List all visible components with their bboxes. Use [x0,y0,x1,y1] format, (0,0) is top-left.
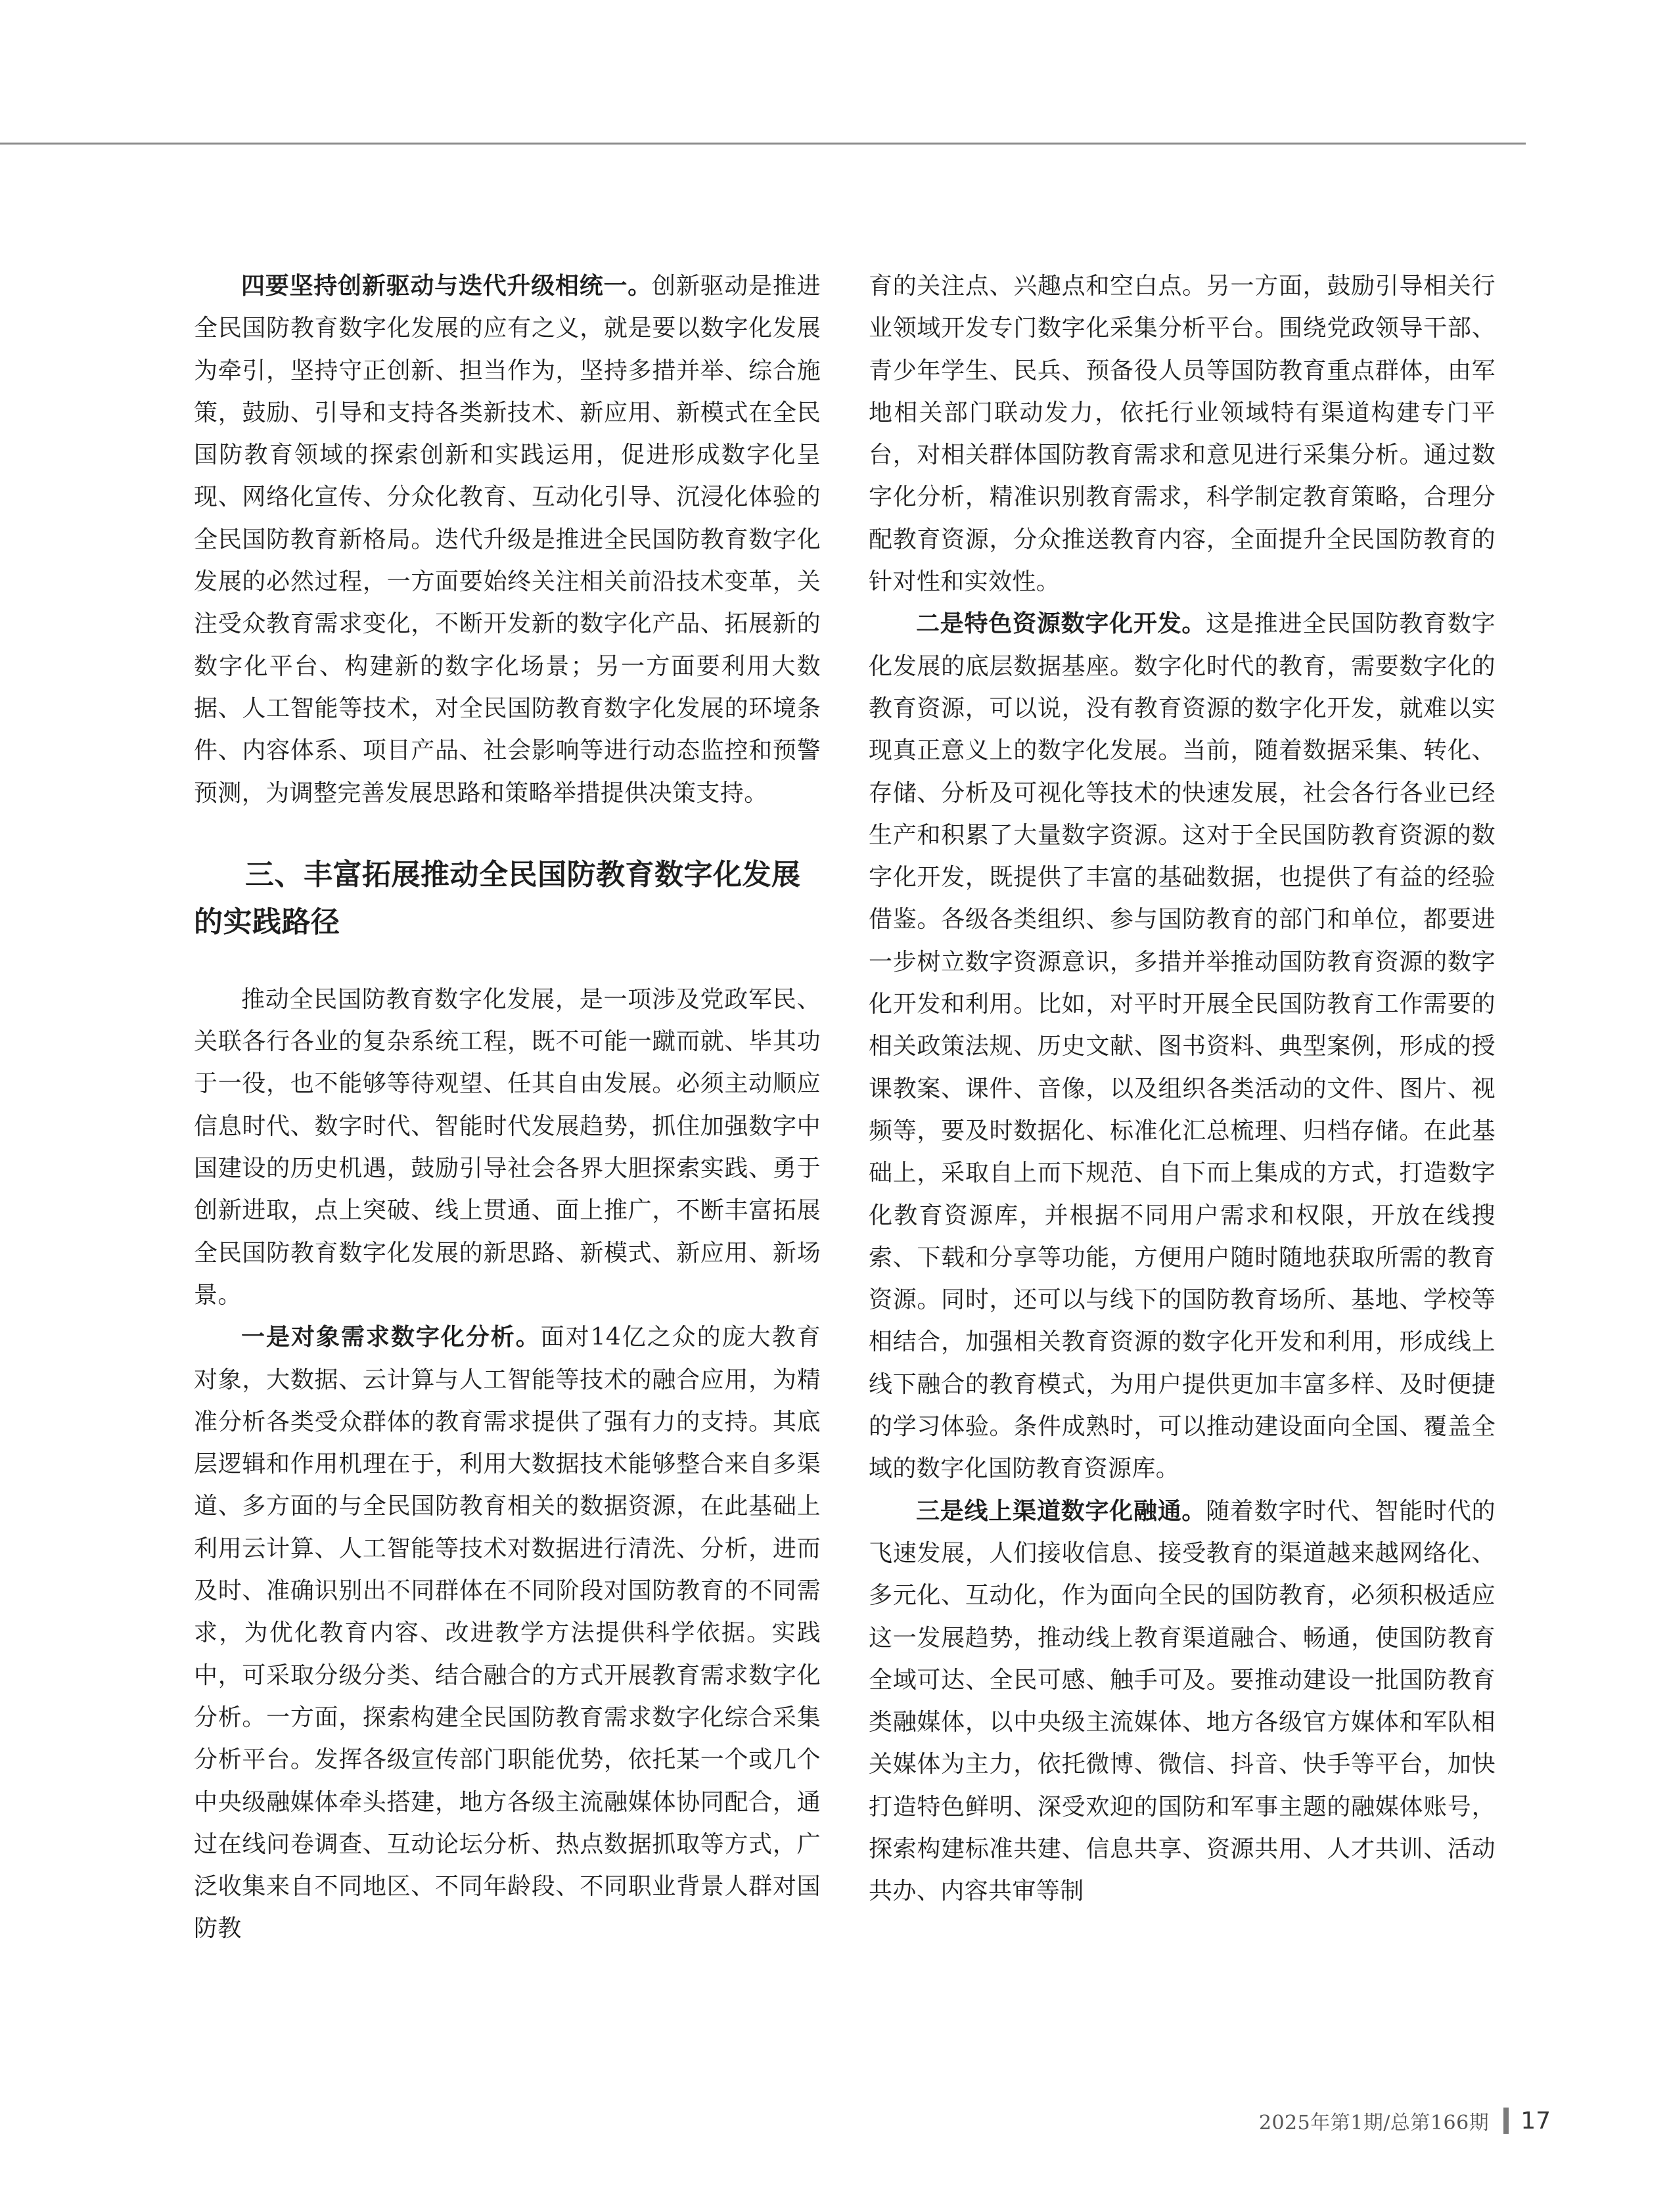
paragraph-text: 创新驱动是推进全民国防教育数字化发展的应有之义，就是要以数字化发展为牵引，坚持守正创新、担当作为，坚持多措并举、综合施策，鼓励、引导和支持各类新技术、新应用、新模式在全民国防教育领域的探索创新和实践运用，促进形成数字化呈现、网络化宣传、分众化教育、互动化引导、沉浸化体验的全民国防教育新格局。迭代升级是推进全民国防教育数字化发展的必然过程，一方面要始终关注相关前沿技术变革，关注受众教育需求变化，不断开发新的数字化产品、拓展新的数字化平台、构建新的数字化场景；另一方面要利用大数据、人工智能等技术，对全民国防教育数字化发展的环境条件、内容体系、项目产品、社会影响等进行动态监控和预警预测，为调整完善发展思路和策略举措提供决策支持。 [194,273,821,807]
paragraph-resource-development [869,603,1496,1490]
paragraph-lead: 三是线上渠道数字化融通。 [916,1497,1206,1525]
right-column [869,265,1496,1913]
paragraph-lead: 二是特色资源数字化开发。 [916,610,1206,638]
left-column [194,265,821,1951]
paragraph-text: 面对14亿之众的庞大教育对象，大数据、云计算与人工智能等技术的融合应用，为精准分析各类受众群体的教育需求提供了强有力的支持。其底层逻辑和作用机理在于，利用大数据技术能够整合来自多渠道、多方面的与全民国防教育相关的数据资源，在此基础上利用云计算、人工智能等技术对数据进行清洗、分析，进而及时、准确识别出不同群体在不同阶段对国防教育的不同需求，为优化教育内容、改进教学方法提供科学依据。实践中，可采取分级分类、结合融合的方式开展教育需求数字化分析。一方面，探索构建全民国防教育需求数字化综合采集分析平台。发挥各级宣传部门职能优势，依托某一个或几个中央级融媒体牵头搭建，地方各级主流融媒体协同配合，通过在线问卷调查、互动论坛分析、热点数据抓取等方式，广泛收集来自不同地区、不同年龄段、不同职业背景人群对国防教 [194,1324,821,1943]
paragraph-innovation [194,265,821,815]
paragraph-online-channels [869,1491,1496,1913]
header-rule [0,143,1526,145]
page-number: 17 [1520,2107,1551,2134]
paragraph-continued [869,265,1496,603]
footer-divider [1503,2108,1509,2134]
paragraph-lead: 四要坚持创新驱动与迭代升级相统一。 [241,273,652,300]
section-heading: 三、丰富拓展推动全民国防教育数字化发展的实践路径 [194,857,801,939]
paragraph-text: 推动全民国防教育数字化发展，是一项涉及党政军民、关联各行各业的复杂系统工程，既不可能一蹴而就、毕其功于一役，也不能够等待观望、任其自由发展。必须主动顺应信息时代、数字时代、智能时代发展趋势，抓住加强数字中国建设的历史机遇，鼓励引导社会各界大胆探索实践、勇于创新进取，点上突破、线上贯通、面上推广，不断丰富拓展全民国防教育数字化发展的新思路、新模式、新应用、新场景。 [194,985,821,1309]
paragraph-intro [194,979,821,1317]
paragraph-lead: 一是对象需求数字化分析。 [241,1324,541,1351]
paragraph-text: 这是推进全民国防教育数字化发展的底层数据基座。数字化时代的教育，需要数字化的教育资源，可以说，没有教育资源的数字化开发，就难以实现真正意义上的数字化发展。当前，随着数据采集、转化、存储、分析及可视化等技术的快速发展，社会各行各业已经生产和积累了大量数字资源。这对于全民国防教育资源的数字化开发，既提供了丰富的基础数据，也提供了有益的经验借鉴。各级各类组织、参与国防教育的部门和单位，都要进一步树立数字资源意识，多措并举推动国防教育资源的数字化开发和利用。比如，对平时开展全民国防教育工作需要的相关政策法规、历史文献、图书资料、典型案例，形成的授课教案、课件、音像，以及组织各类活动的文件、图片、视频等，要及时数据化、标准化汇总梳理、归档存储。在此基础上，采取自上而下规范、自下而上集成的方式，打造数字化教育资源库，并根据不同用户需求和权限，开放在线搜索、下载和分享等功能，方便用户随时随地获取所需的教育资源。同时，还可以与线下的国防教育场所、基地、学校等相结合，加强相关教育资源的数字化开发和利用，形成线上线下融合的教育模式，为用户提供更加丰富多样、及时便捷的学习体验。条件成熟时，可以推动建设面向全国、覆盖全域的数字化国防教育资源库。 [869,610,1496,1483]
paragraph-demand-analysis [194,1317,821,1950]
paragraph-text: 育的关注点、兴趣点和空白点。另一方面，鼓励引导相关行业领域开发专门数字化采集分析平台。围绕党政领导干部、青少年学生、民兵、预备役人员等国防教育重点群体，由军地相关部门联动发力，依托行业领域特有渠道构建专门平台，对相关群体国防教育需求和意见进行采集分析。通过数字化分析，精准识别教育需求，科学制定教育策略，合理分配教育资源，分众推送教育内容，全面提升全民国防教育的针对性和实效性。 [869,273,1496,596]
issue-label: 2025年第1期/总第166期 [1258,2111,1490,2134]
page-footer [1259,2106,1551,2135]
paragraph-text: 随着数字时代、智能时代的飞速发展，人们接收信息、接受教育的渠道越来越网络化、多元化、互动化，作为面向全民的国防教育，必须积极适应这一发展趋势，推动线上教育渠道融合、畅通，使国防教育全域可达、全民可感、触手可及。要推动建设一批国防教育类融媒体，以中央级主流媒体、地方各级官方媒体和军队相关媒体为主力，依托微博、微信、抖音、快手等平台，加快打造特色鲜明、深受欢迎的国防和军事主题的融媒体账号，探索构建标准共建、信息共享、资源共用、人才共训、活动共办、内容共审等制 [869,1497,1496,1905]
